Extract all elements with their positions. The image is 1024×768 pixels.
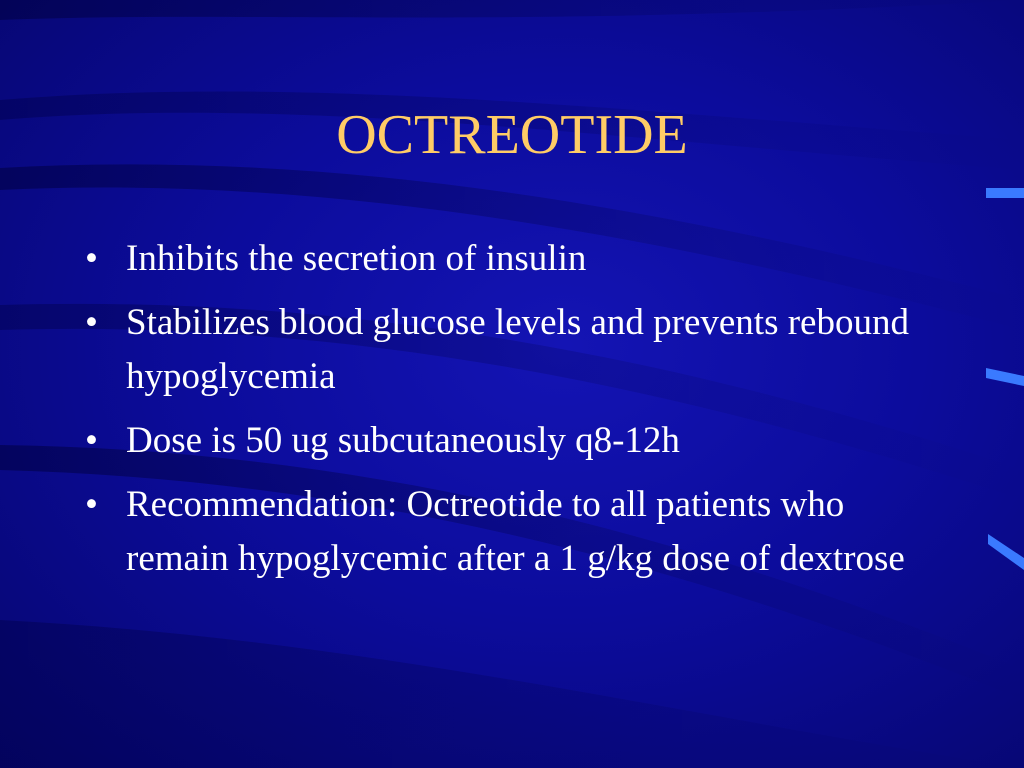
edge-accent-mark-3 (984, 528, 1024, 572)
bullet-text: Inhibits the secretion of insulin (126, 238, 587, 279)
bullet-dot-icon: • (85, 238, 98, 279)
edge-accent-mark-2 (984, 362, 1024, 388)
bullet-item (85, 478, 945, 586)
bullet-text: Stabilizes blood glucose levels and prevents rebound hypoglycemia (126, 302, 909, 397)
bullet-text: Dose is 50 ug subcutaneously q8-12h (126, 420, 680, 461)
bullet-item (85, 296, 945, 404)
bullet-item (85, 232, 945, 286)
bullet-dot-icon: • (85, 302, 98, 343)
bullet-text: Recommendation: Octreotide to all patients who remain hypoglycemic after a 1 g/kg dose of dextrose (126, 484, 905, 579)
bullet-dot-icon: • (85, 420, 98, 461)
bullet-list (85, 232, 945, 596)
slide-title: OCTREOTIDE (336, 104, 688, 166)
bullet-item (85, 414, 945, 468)
edge-accent-mark-1 (984, 184, 1024, 202)
bullet-dot-icon: • (85, 484, 98, 525)
